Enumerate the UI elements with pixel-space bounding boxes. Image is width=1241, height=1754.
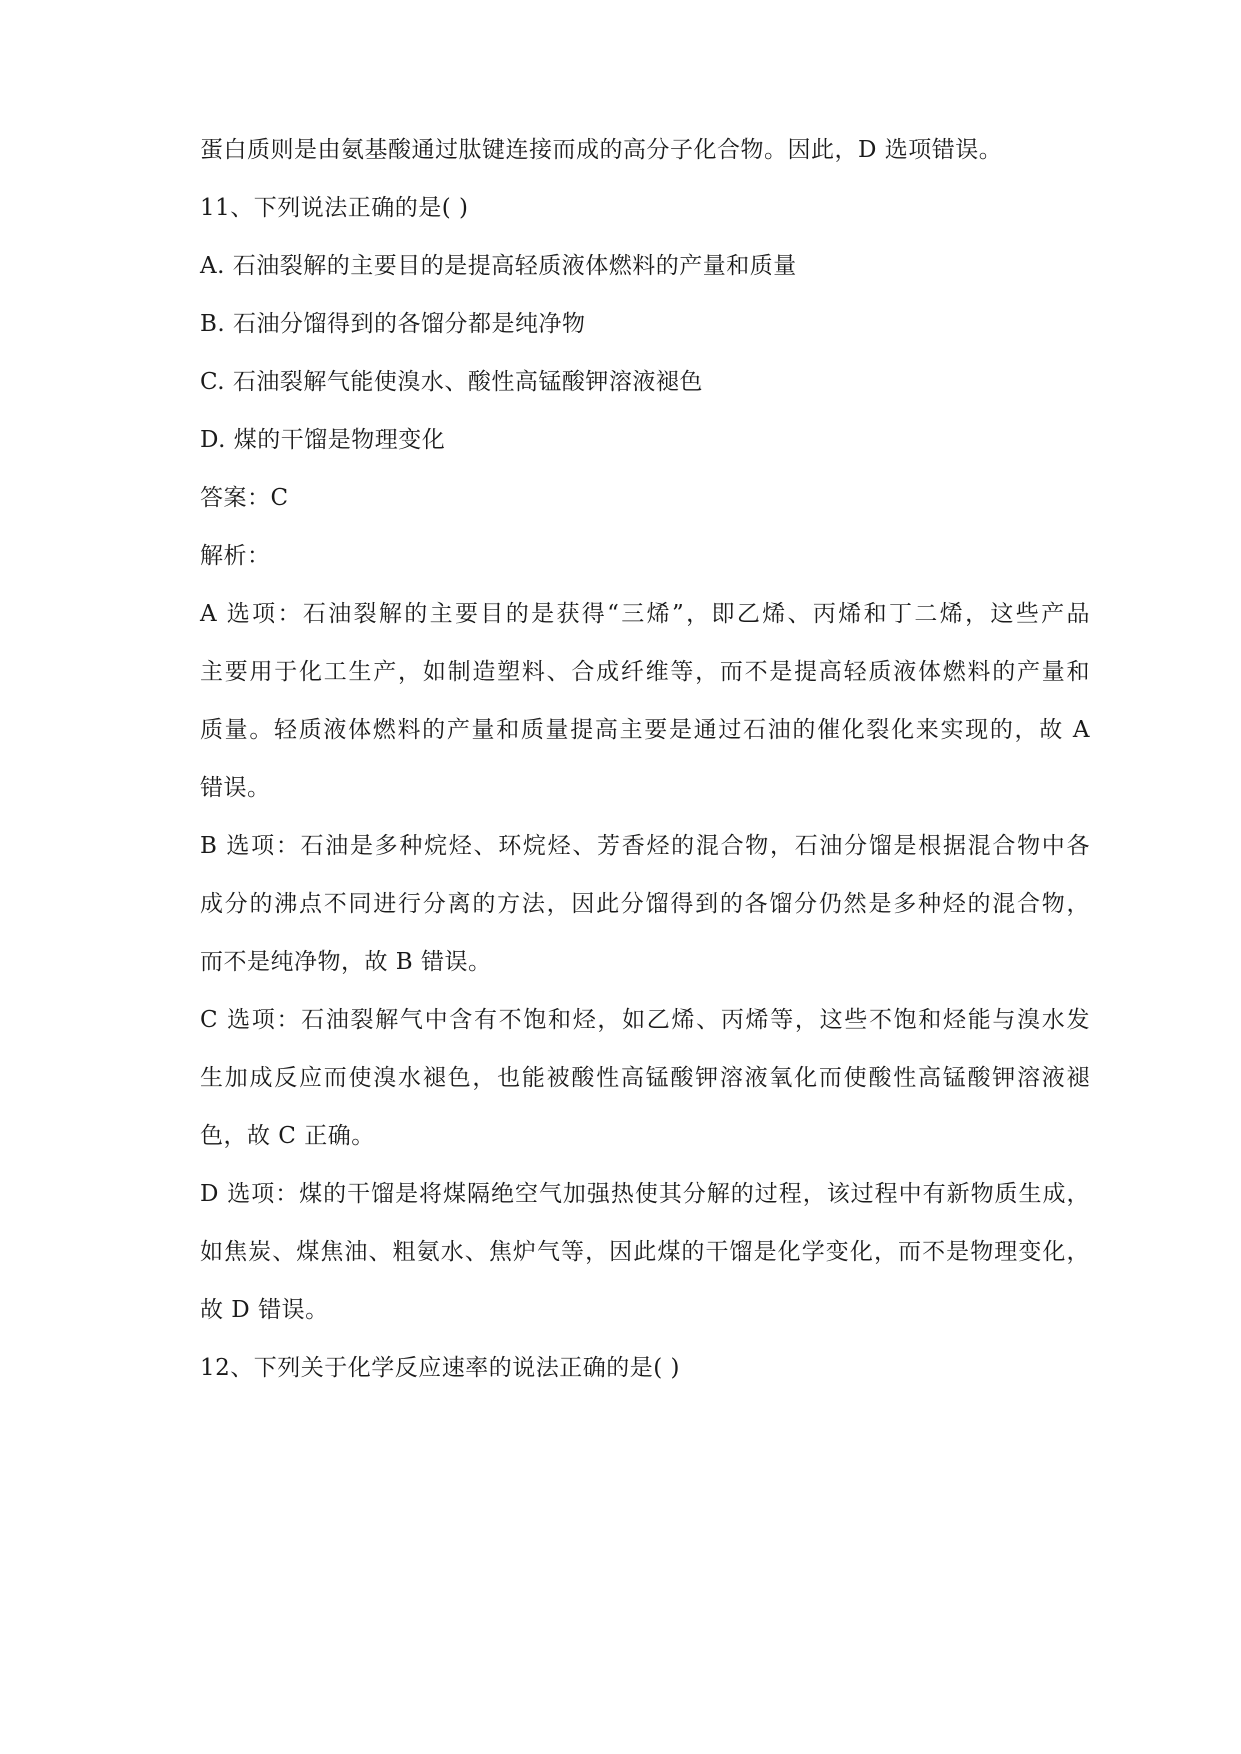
analysis-a-line: A 选项：石油裂解的主要目的是获得“三烯”，即乙烯、丙烯和丁二烯，这些产品 <box>200 601 1090 627</box>
analysis-heading: 解析： <box>200 543 271 569</box>
answer-line: 答案：C <box>200 485 289 511</box>
text-line: 蛋白质则是由氨基酸通过肽键连接而成的高分子化合物。因此，D 选项错误。 <box>200 137 1003 163</box>
analysis-c-line: 生加成反应而使溴水褪色，也能被酸性高锰酸钾溶液氧化而使酸性高锰酸钾溶液褪 <box>200 1065 1090 1091</box>
question-11-stem: 11、下列说法正确的是( ) <box>200 195 469 221</box>
analysis-a-line: 错误。 <box>200 775 271 801</box>
option-c: C. 石油裂解气能使溴水、酸性高锰酸钾溶液褪色 <box>200 369 703 395</box>
analysis-d-line: 如焦炭、煤焦油、粗氨水、焦炉气等，因此煤的干馏是化学变化，而不是物理变化， <box>200 1239 1090 1265</box>
analysis-b-line: 成分的沸点不同进行分离的方法，因此分馏得到的各馏分仍然是多种烃的混合物， <box>200 891 1090 917</box>
analysis-d-line: 故 D 错误。 <box>200 1297 329 1323</box>
analysis-c-line: C 选项：石油裂解气中含有不饱和烃，如乙烯、丙烯等，这些不饱和烃能与溴水发 <box>200 1007 1090 1033</box>
analysis-c-line: 色，故 C 正确。 <box>200 1123 375 1149</box>
analysis-b-line: B 选项：石油是多种烷烃、环烷烃、芳香烃的混合物，石油分馏是根据混合物中各 <box>200 833 1090 859</box>
option-d: D. 煤的干馏是物理变化 <box>200 427 446 453</box>
analysis-d-line: D 选项：煤的干馏是将煤隔绝空气加强热使其分解的过程，该过程中有新物质生成， <box>200 1181 1090 1207</box>
option-a: A. 石油裂解的主要目的是提高轻质液体燃料的产量和质量 <box>200 253 797 279</box>
option-b: B. 石油分馏得到的各馏分都是纯净物 <box>200 311 586 337</box>
analysis-a-line: 主要用于化工生产，如制造塑料、合成纤维等，而不是提高轻质液体燃料的产量和 <box>200 659 1090 685</box>
analysis-b-line: 而不是纯净物，故 B 错误。 <box>200 949 492 975</box>
question-12-stem: 12、下列关于化学反应速率的说法正确的是( ) <box>200 1355 681 1381</box>
analysis-a-line: 质量。轻质液体燃料的产量和质量提高主要是通过石油的催化裂化来实现的，故 A <box>200 717 1090 743</box>
